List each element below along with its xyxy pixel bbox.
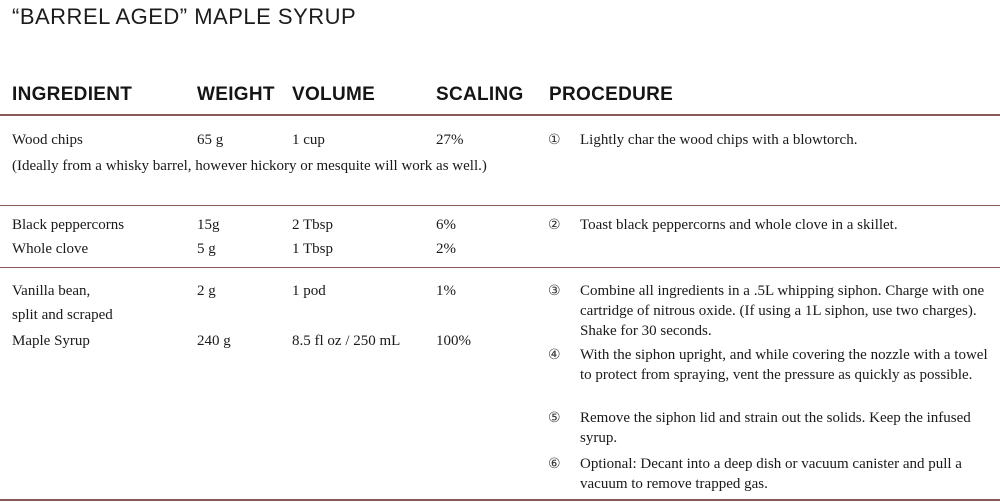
header-weight: WEIGHT	[197, 84, 275, 105]
procedure-step: Optional: Decant into a deep dish or vacuum canister and pull a vacuum to remove trapped gas.	[580, 456, 962, 492]
ingredient-volume: 1 pod	[292, 283, 326, 299]
procedure-step: Toast black peppercorns and whole clove in a skillet.	[580, 217, 898, 233]
ingredient-name: Vanilla bean,	[12, 283, 91, 299]
ingredient-name: Wood chips	[12, 132, 83, 148]
header-procedure: PROCEDURE	[549, 84, 674, 105]
ingredient-scaling: 100%	[436, 333, 471, 349]
ingredient-weight: 15g	[197, 217, 220, 233]
ingredient-weight: 65 g	[197, 132, 224, 148]
group-divider	[0, 205, 1000, 206]
procedure-step: Combine all ingredients in a .5L whipping siphon. Charge with one cartridge of nitrous oxide. (If using a 1L siphon, use two charges). Shake for 30 seconds.	[580, 283, 985, 339]
procedure-step: Lightly char the wood chips with a blowtorch.	[580, 132, 858, 148]
ingredient-volume: 2 Tbsp	[292, 217, 333, 233]
ingredient-volume: 8.5 fl oz / 250 mL	[292, 333, 401, 349]
procedure-step: With the siphon upright, and while covering the nozzle with a towel to protect from spraying, vent the pressure as quickly as possible.	[580, 347, 988, 383]
ingredient-name: Maple Syrup	[12, 333, 90, 349]
header-scaling: SCALING	[436, 84, 524, 105]
procedure-step: Remove the siphon lid and strain out the solids. Keep the infused syrup.	[580, 410, 971, 446]
ingredient-scaling: 27%	[436, 132, 464, 148]
ingredient-note: (Ideally from a whisky barrel, however hickory or mesquite will work as well.)	[12, 158, 487, 174]
step-number: ④	[548, 347, 561, 363]
step-number: ⑤	[548, 410, 561, 426]
group-divider	[0, 267, 1000, 268]
ingredient-weight: 240 g	[197, 333, 231, 349]
ingredient-name: Black peppercorns	[12, 217, 125, 233]
step-number: ③	[548, 283, 561, 299]
step-number: ②	[548, 217, 561, 233]
header-ingredient: INGREDIENT	[12, 84, 133, 105]
ingredient-name-line2: split and scraped	[12, 307, 113, 323]
header-volume: VOLUME	[292, 84, 376, 105]
ingredient-weight: 2 g	[197, 283, 216, 299]
step-number: ⑥	[548, 456, 561, 472]
ingredient-volume: 1 cup	[292, 132, 325, 148]
header-rule	[0, 114, 1000, 116]
ingredient-scaling: 6%	[436, 217, 456, 233]
ingredient-volume: 1 Tbsp	[292, 241, 333, 257]
ingredient-scaling: 1%	[436, 283, 456, 299]
recipe-title: “BARREL AGED” MAPLE SYRUP	[12, 4, 357, 29]
ingredient-weight: 5 g	[197, 241, 216, 257]
ingredient-name: Whole clove	[12, 241, 89, 257]
ingredient-scaling: 2%	[436, 241, 456, 257]
footer-rule	[0, 499, 1000, 501]
step-number: ①	[548, 132, 561, 148]
